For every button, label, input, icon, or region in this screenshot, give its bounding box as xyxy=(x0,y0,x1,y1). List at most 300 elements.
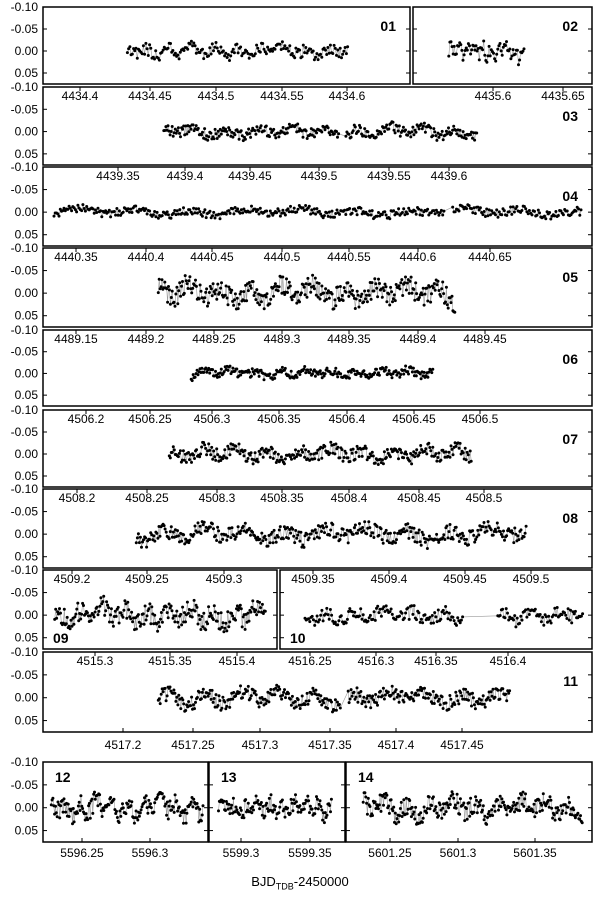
data-point xyxy=(516,802,519,805)
data-point xyxy=(139,811,142,814)
data-point xyxy=(194,279,197,282)
data-point xyxy=(229,536,232,539)
data-point xyxy=(324,372,327,375)
data-point xyxy=(512,541,515,544)
data-point xyxy=(332,307,335,310)
data-point xyxy=(288,281,291,284)
data-point xyxy=(505,534,508,537)
x-tick-label: 4439.5 xyxy=(300,169,338,183)
data-point xyxy=(407,373,410,376)
data-point xyxy=(361,455,364,458)
x-tick-label: 4434.45 xyxy=(128,89,172,103)
data-point xyxy=(135,628,138,631)
data-point xyxy=(274,48,277,51)
data-point xyxy=(336,446,339,449)
data-point xyxy=(377,807,380,810)
data-point xyxy=(273,377,276,380)
data-point xyxy=(482,40,485,43)
data-point xyxy=(137,532,140,535)
data-point xyxy=(98,793,101,796)
data-point xyxy=(430,371,433,374)
data-point xyxy=(184,620,187,623)
data-point xyxy=(329,608,332,611)
data-point xyxy=(499,42,502,45)
data-point xyxy=(394,812,397,815)
data-point xyxy=(387,293,390,296)
data-point xyxy=(131,53,134,56)
data-point xyxy=(364,297,367,300)
data-point xyxy=(227,369,230,372)
data-point xyxy=(180,285,183,288)
data-point xyxy=(226,535,229,538)
x-tick-label: 4509.5 xyxy=(512,572,550,586)
data-point xyxy=(226,297,229,300)
data-point xyxy=(565,812,568,815)
data-point xyxy=(363,290,366,293)
data-point xyxy=(148,538,151,541)
data-point xyxy=(516,617,519,620)
data-point xyxy=(395,822,398,825)
data-point xyxy=(150,605,153,608)
data-point xyxy=(337,132,340,135)
data-point xyxy=(381,458,384,461)
data-point xyxy=(144,605,147,608)
y-tick-label: -0.05 xyxy=(10,263,38,278)
data-point xyxy=(420,618,423,621)
data-point xyxy=(301,451,304,454)
panel-frame-07 xyxy=(43,410,592,487)
data-point xyxy=(418,127,421,130)
data-point xyxy=(462,534,465,537)
data-point xyxy=(339,47,342,50)
data-point xyxy=(404,365,407,368)
data-point xyxy=(328,297,331,300)
data-point xyxy=(358,522,361,525)
data-point xyxy=(377,133,380,136)
data-point xyxy=(470,460,473,463)
y-tick-label: -0.05 xyxy=(10,425,38,439)
data-point xyxy=(465,458,468,461)
data-point xyxy=(500,805,503,808)
data-point xyxy=(136,536,139,539)
data-point xyxy=(424,447,427,450)
data-point xyxy=(278,285,281,288)
data-point xyxy=(233,51,236,54)
data-point xyxy=(295,211,298,214)
data-point xyxy=(397,130,400,133)
data-point xyxy=(527,212,530,215)
data-point xyxy=(198,455,201,458)
data-point xyxy=(202,688,205,691)
data-point xyxy=(186,48,189,51)
data-point xyxy=(250,451,253,454)
data-point xyxy=(377,611,380,614)
data-point xyxy=(194,376,197,379)
data-point xyxy=(392,121,395,124)
data-point xyxy=(504,616,507,619)
data-point xyxy=(295,537,298,540)
data-point xyxy=(305,129,308,132)
data-point xyxy=(328,534,331,537)
x-tick-label: 4434.55 xyxy=(260,89,304,103)
data-point xyxy=(247,457,250,460)
data-point xyxy=(204,447,207,450)
data-point xyxy=(345,533,348,536)
data-point xyxy=(439,803,442,806)
data-point xyxy=(295,800,298,803)
data-point xyxy=(220,133,223,136)
data-point xyxy=(288,44,291,47)
data-point xyxy=(524,532,527,535)
data-point xyxy=(436,456,439,459)
data-point xyxy=(328,211,331,214)
data-point xyxy=(263,129,266,132)
x-tick-label: 5596.25 xyxy=(60,846,104,860)
data-point xyxy=(448,451,451,454)
data-point xyxy=(441,214,444,217)
data-point xyxy=(371,695,374,698)
data-point xyxy=(447,536,450,539)
data-point xyxy=(533,815,536,818)
data-point xyxy=(217,612,220,615)
data-point xyxy=(334,621,337,624)
data-point xyxy=(541,809,544,812)
data-point xyxy=(192,798,195,801)
data-point xyxy=(175,213,178,216)
data-point xyxy=(286,207,289,210)
data-point xyxy=(62,811,65,814)
data-point xyxy=(212,527,215,530)
data-point xyxy=(97,610,100,613)
data-point xyxy=(182,822,185,825)
data-point xyxy=(427,442,430,445)
panel-frame-06 xyxy=(43,330,592,406)
data-point xyxy=(479,528,482,531)
data-point xyxy=(501,54,504,57)
data-point xyxy=(55,811,58,814)
data-point xyxy=(274,805,277,808)
data-point xyxy=(268,135,271,138)
data-point xyxy=(388,304,391,307)
data-point xyxy=(462,59,465,62)
data-point xyxy=(204,628,207,631)
data-point xyxy=(513,527,516,530)
data-point xyxy=(566,806,569,809)
data-point xyxy=(260,532,263,535)
data-point xyxy=(454,804,457,807)
data-point xyxy=(411,292,414,295)
x-tick-label: 5601.35 xyxy=(513,846,557,860)
data-point xyxy=(206,622,209,625)
data-point xyxy=(326,814,329,817)
data-point xyxy=(247,802,250,805)
data-point xyxy=(553,813,556,816)
data-point xyxy=(428,535,431,538)
data-point xyxy=(392,209,395,212)
data-point xyxy=(255,125,258,128)
data-point xyxy=(174,293,177,296)
data-point xyxy=(263,815,266,818)
data-point xyxy=(374,282,377,285)
data-point xyxy=(475,44,478,47)
data-point xyxy=(105,600,108,603)
data-point xyxy=(499,795,502,798)
data-point xyxy=(350,371,353,374)
data-point xyxy=(179,707,182,710)
data-point xyxy=(431,614,434,617)
data-point xyxy=(302,206,305,209)
data-point xyxy=(158,59,161,62)
data-point xyxy=(271,447,274,450)
data-point xyxy=(523,47,526,50)
y-tick-label: 0.00 xyxy=(14,527,38,542)
data-point xyxy=(259,606,262,609)
data-point xyxy=(345,622,348,625)
data-point xyxy=(367,289,370,292)
data-point xyxy=(118,209,121,212)
data-point xyxy=(454,691,457,694)
data-point xyxy=(115,615,118,618)
data-point xyxy=(402,701,405,704)
data-point xyxy=(385,794,388,797)
data-point xyxy=(401,612,404,615)
data-point xyxy=(408,292,411,295)
data-point xyxy=(398,701,401,704)
data-point xyxy=(549,795,552,798)
data-point xyxy=(268,373,271,376)
data-point xyxy=(369,614,372,617)
data-point xyxy=(513,211,516,214)
data-point xyxy=(218,375,221,378)
x-tick-label: 4517.4 xyxy=(377,738,415,752)
x-tick-label: 4508.25 xyxy=(125,491,169,505)
data-point xyxy=(188,458,191,461)
data-point xyxy=(241,211,244,214)
data-point xyxy=(483,210,486,213)
data-point xyxy=(249,136,252,139)
data-point xyxy=(412,367,415,370)
data-point xyxy=(350,688,353,691)
data-point xyxy=(538,799,541,802)
data-point xyxy=(367,214,370,217)
data-point xyxy=(188,279,191,282)
data-point xyxy=(399,135,402,138)
data-point xyxy=(107,803,110,806)
data-point xyxy=(314,807,317,810)
data-point xyxy=(240,529,243,532)
data-point xyxy=(489,699,492,702)
data-point xyxy=(489,54,492,57)
x-tick-label: 4440.5 xyxy=(263,250,301,264)
data-point xyxy=(429,126,432,129)
y-tick-label: 0.00 xyxy=(14,124,38,139)
x-tick-label: 4489.35 xyxy=(327,332,371,346)
data-point xyxy=(206,305,209,308)
data-point xyxy=(168,288,171,291)
x-tick-label: 4440.55 xyxy=(327,250,371,264)
data-point xyxy=(352,533,355,536)
data-point xyxy=(278,529,281,532)
data-point xyxy=(330,614,333,617)
x-tick-label: 5599.35 xyxy=(288,846,332,860)
x-tick-label: 4434.5 xyxy=(197,89,235,103)
data-point xyxy=(353,526,356,529)
data-point xyxy=(367,700,370,703)
data-point xyxy=(287,50,290,53)
data-point xyxy=(239,374,242,377)
data-point xyxy=(372,290,375,293)
data-point xyxy=(168,805,171,808)
data-point xyxy=(395,688,398,691)
data-point xyxy=(371,451,374,454)
data-point xyxy=(258,213,261,216)
data-point xyxy=(260,801,263,804)
y-tick-label: 0.00 xyxy=(14,608,38,623)
data-point xyxy=(157,217,160,220)
data-point xyxy=(394,541,397,544)
data-point xyxy=(492,52,495,55)
data-point xyxy=(258,601,261,604)
data-point xyxy=(297,450,300,453)
data-point xyxy=(192,123,195,126)
data-point xyxy=(265,210,268,213)
data-point xyxy=(187,700,190,703)
data-point xyxy=(228,453,231,456)
data-point xyxy=(304,204,307,207)
data-point xyxy=(517,538,520,541)
data-point xyxy=(294,529,297,532)
data-point xyxy=(297,811,300,814)
data-point xyxy=(255,795,258,798)
data-point xyxy=(284,696,287,699)
data-point xyxy=(225,285,228,288)
data-point xyxy=(165,605,168,608)
data-point xyxy=(100,215,103,218)
y-tick-label: 0.00 xyxy=(14,690,38,705)
data-point xyxy=(444,301,447,304)
data-point xyxy=(496,799,499,802)
data-point xyxy=(273,693,276,696)
panel-frame-01 xyxy=(43,7,410,84)
data-point xyxy=(237,525,240,528)
data-point xyxy=(214,370,217,373)
data-point xyxy=(498,210,501,213)
data-point xyxy=(269,541,272,544)
data-point xyxy=(266,807,269,810)
data-point xyxy=(397,457,400,460)
data-point xyxy=(232,797,235,800)
data-point xyxy=(200,532,203,535)
data-point xyxy=(471,692,474,695)
data-point xyxy=(101,815,104,818)
x-tick-label: 4508.3 xyxy=(198,491,236,505)
data-point xyxy=(186,282,189,285)
data-point xyxy=(197,614,200,617)
x-tick-label: 4516.3 xyxy=(357,654,395,668)
data-point xyxy=(192,454,195,457)
data-point xyxy=(436,695,439,698)
data-point xyxy=(233,133,236,136)
data-point xyxy=(59,612,62,615)
data-point xyxy=(493,805,496,808)
data-point xyxy=(533,210,536,213)
data-point xyxy=(343,456,346,459)
data-point xyxy=(432,795,435,798)
data-point xyxy=(412,811,415,814)
data-point xyxy=(162,690,165,693)
data-point xyxy=(385,604,388,607)
data-point xyxy=(505,808,508,811)
data-point xyxy=(181,280,184,283)
data-point xyxy=(524,792,527,795)
data-point xyxy=(122,616,125,619)
data-point xyxy=(198,691,201,694)
data-point xyxy=(412,536,415,539)
data-point xyxy=(222,49,225,52)
data-point xyxy=(207,302,210,305)
data-point xyxy=(368,373,371,376)
data-point xyxy=(378,282,381,285)
data-point xyxy=(456,801,459,804)
data-point xyxy=(161,792,164,795)
data-point xyxy=(408,799,411,802)
data-point xyxy=(334,47,337,50)
data-point xyxy=(172,531,175,534)
data-point xyxy=(334,212,337,215)
data-point xyxy=(102,595,105,598)
data-point xyxy=(272,128,275,131)
data-point xyxy=(205,287,208,290)
data-point xyxy=(211,368,214,371)
data-point xyxy=(225,539,228,542)
data-point xyxy=(484,706,487,709)
data-point xyxy=(362,529,365,532)
data-point xyxy=(436,283,439,286)
data-point xyxy=(104,609,107,612)
data-point xyxy=(439,703,442,706)
data-point xyxy=(256,799,259,802)
data-point xyxy=(210,446,213,449)
data-point xyxy=(431,446,434,449)
data-point xyxy=(433,130,436,133)
data-point xyxy=(225,457,228,460)
data-point xyxy=(469,797,472,800)
data-point xyxy=(447,126,450,129)
data-point xyxy=(437,609,440,612)
data-point xyxy=(348,377,351,380)
data-point xyxy=(221,626,224,629)
data-point xyxy=(473,541,476,544)
data-point xyxy=(154,49,157,52)
data-point xyxy=(455,445,458,448)
data-point xyxy=(144,207,147,210)
data-point xyxy=(491,814,494,817)
data-point xyxy=(413,527,416,530)
data-point xyxy=(358,615,361,618)
data-point xyxy=(76,812,79,815)
data-point xyxy=(58,215,61,218)
data-point xyxy=(241,625,244,628)
data-point xyxy=(473,139,476,142)
data-point xyxy=(177,455,180,458)
data-point xyxy=(463,53,466,56)
data-point xyxy=(451,616,454,619)
data-point xyxy=(347,456,350,459)
data-point xyxy=(115,810,118,813)
data-point xyxy=(465,137,468,140)
data-point xyxy=(345,452,348,455)
data-point xyxy=(419,811,422,814)
